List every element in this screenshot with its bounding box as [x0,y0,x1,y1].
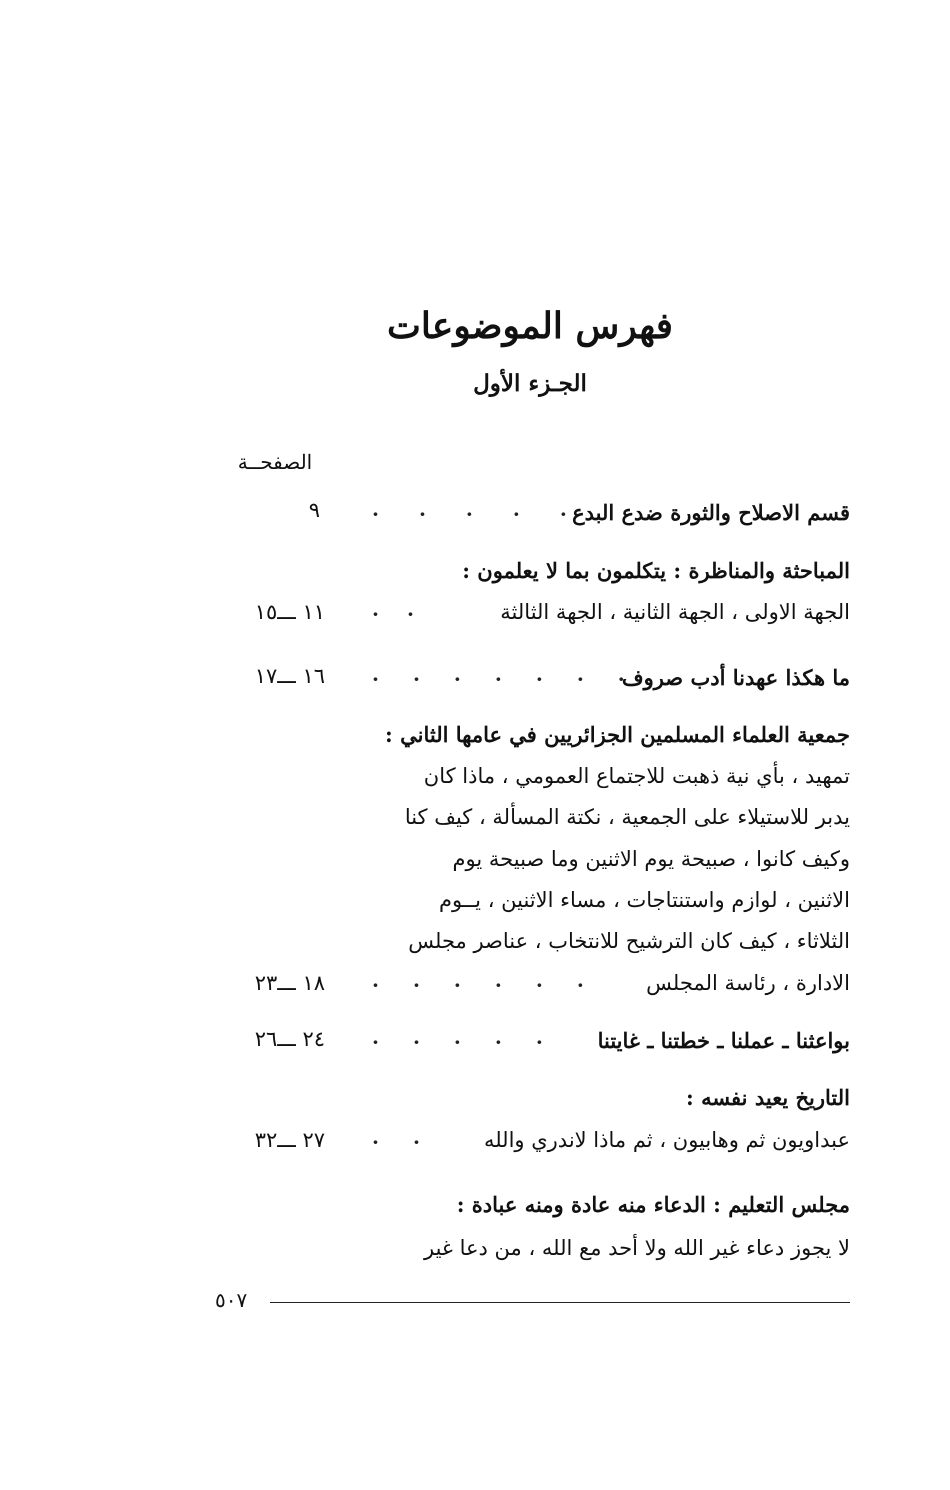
toc-entry-title: بواعثنا ـ عملنا ـ خطتنا ـ غايتنا [597,1028,850,1053]
leader-dots: ······ [372,973,618,997]
leader-dots: ····· [372,502,607,526]
toc-entry-title: الجهة الاولى ، الجهة الثانية ، الجهة الثالثة [500,600,850,624]
page-number: ٥٠٧ [215,1288,248,1312]
toc-description-line: الاثنين ، لوازم واستنتاجات ، مساء الاثنين ، يــوم [439,888,850,912]
toc-description-line: الثلاثاء ، كيف كان الترشيح للانتخاب ، عناصر مجلس [408,929,850,953]
toc-section-heading: جمعية العلماء المسلمين الجزائريين في عامها الثاني : [385,722,850,747]
toc-entry-title: الادارة ، رئاسة المجلس [646,971,850,995]
leader-dots: ······· [372,667,659,691]
toc-entry-title: قسم الاصلاح والثورة ضدع البدع [572,500,850,525]
toc-entry-pages: ١٨ ـــ٢٣ [254,971,325,995]
toc-description-line: لا يجوز دعاء غير الله ولا أحد مع الله ، من دعا غير [424,1236,850,1260]
page-column-heading: الصفحــة [237,450,313,474]
toc-entry-pages: ٢٧ ـــ٣٢ [254,1128,325,1152]
toc-section-heading: المباحثة والمناظرة : يتكلمون بما لا يعلمون : [462,558,850,583]
toc-description-line: وكيف كانوا ، صبيحة يوم الاثنين وما صبيحة يوم [452,847,850,871]
toc-entry-title: ما هكذا عهدنا أدب صروف [621,665,850,690]
toc-section-heading: مجلس التعليم : الدعاء منه عادة ومنه عبادة : [456,1192,850,1217]
toc-description-line: يدبر للاستيلاء على الجمعية ، نكتة المسألة ، كيف كنا [404,805,850,829]
toc-entry-pages: ١١ ـــ١٥ [254,600,325,624]
leader-dots: ·· [372,602,442,626]
toc-entry-pages: ١٦ ـــ١٧ [254,664,325,688]
leader-dots: ····· [372,1030,577,1054]
index-title: فهرس الموضوعات [386,305,674,347]
toc-section-heading: التاريخ يعيد نفسه : [686,1085,850,1110]
toc-entry-title: عبداويون ثم وهابيون ، ثم ماذا لاندري والله [483,1128,850,1152]
toc-entry-pages: ٩ [308,498,320,522]
toc-description-line: تمهيد ، بأي نية ذهبت للاجتماع العمومي ، ماذا كان [423,764,850,788]
leader-dots: ·· [372,1130,454,1154]
footer-rule [270,1302,850,1303]
toc-entry-pages: ٢٤ ـــ٢٦ [254,1027,325,1051]
part-heading: الجـزء الأول [473,370,587,397]
